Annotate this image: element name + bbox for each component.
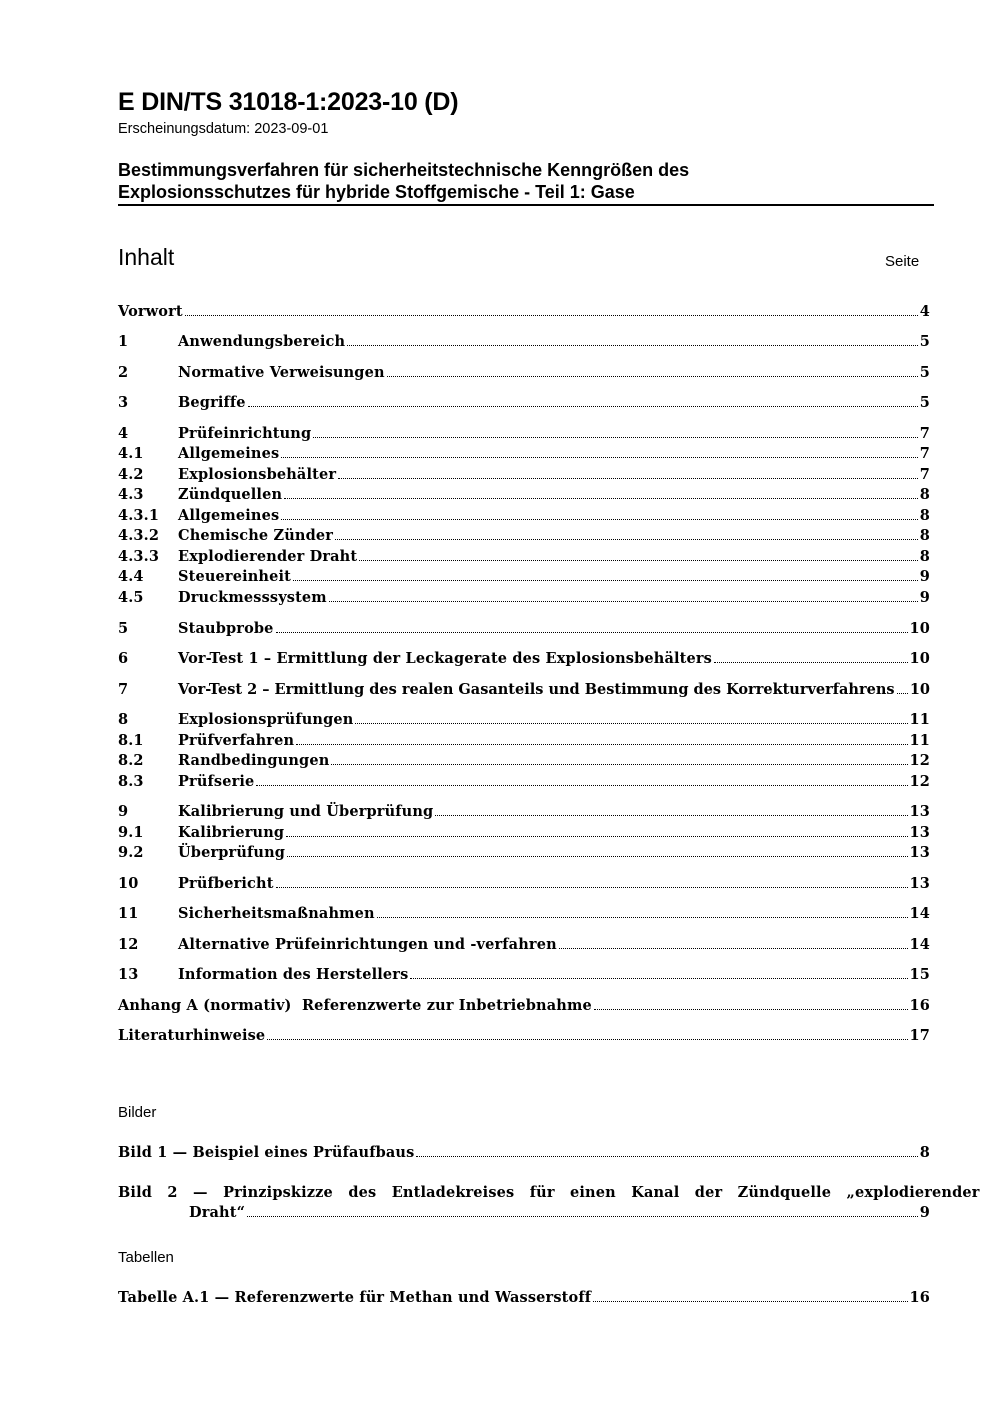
toc-label: Explodierender Draht xyxy=(178,548,358,565)
toc-leader xyxy=(267,1038,907,1040)
figure-label-line-1: Bild 2 — Prinzipskizze des Entladekreises für einen Kanal der Zündquelle „explodierender xyxy=(118,1184,980,1201)
figures-heading: Bilder xyxy=(118,1104,157,1121)
document-id: E DIN/TS 31018-1:2023-10 (D) xyxy=(118,88,459,116)
toc-leader xyxy=(331,763,907,765)
toc-label: Druckmesssystem xyxy=(178,589,327,606)
toc-page: 9 xyxy=(919,589,930,606)
toc-entry-4-3[interactable] xyxy=(118,485,930,505)
toc-label: Prüfbericht xyxy=(178,875,274,892)
toc-leader xyxy=(377,916,908,918)
toc-label: Explosionsbehälter xyxy=(178,466,337,483)
toc-page: 10 xyxy=(909,681,930,698)
figure-entry-2[interactable] xyxy=(118,1183,980,1223)
toc-label: Prüfeinrichtung xyxy=(178,425,312,442)
toc-number: 4.3.2 xyxy=(118,527,160,544)
toc-label: Anhang A (normativ) Referenzwerte zur Inbetriebnahme xyxy=(118,997,592,1014)
toc-label: Kalibrierung und Überprüfung xyxy=(178,803,434,820)
toc-entry-9[interactable] xyxy=(118,802,930,822)
tables-heading: Tabellen xyxy=(118,1249,174,1266)
figure-page: 8 xyxy=(919,1144,930,1161)
document-title-line-1: Bestimmungsverfahren für sicherheitstechnische Kenngrößen des xyxy=(118,160,690,180)
toc-leader xyxy=(296,743,907,745)
toc-page: 12 xyxy=(909,752,930,769)
toc-label: Vor-Test 1 – Ermittlung der Leckagerate des Explosionsbehälters xyxy=(178,650,712,667)
toc-entry-vorwort[interactable] xyxy=(118,302,930,322)
toc-leader xyxy=(559,947,908,949)
figure-label: Bild 1 — Beispiel eines Prüfaufbaus xyxy=(118,1144,415,1161)
toc-entry-12[interactable] xyxy=(118,935,930,955)
toc-label: Vorwort xyxy=(118,303,183,320)
toc-number: 4.5 xyxy=(118,589,144,606)
toc-label: Staubprobe xyxy=(178,620,274,637)
toc-entry-9-2[interactable] xyxy=(118,843,930,863)
toc-entry-2[interactable] xyxy=(118,363,930,383)
toc-page: 5 xyxy=(919,394,930,411)
toc-number: 1 xyxy=(118,333,129,350)
figure-page: 9 xyxy=(919,1204,930,1221)
toc-number: 9 xyxy=(118,803,129,820)
toc-leader xyxy=(287,855,907,857)
title-divider xyxy=(118,204,934,206)
toc-label: Sicherheitsmaßnahmen xyxy=(178,905,375,922)
toc-leader xyxy=(410,977,907,979)
toc-leader xyxy=(714,661,908,663)
toc-leader xyxy=(329,600,918,602)
toc-page: 14 xyxy=(909,936,930,953)
toc-label: Literaturhinweise xyxy=(118,1027,266,1044)
toc-page: 13 xyxy=(909,844,930,861)
publication-date: Erscheinungsdatum: 2023-09-01 xyxy=(118,121,329,137)
toc-leader xyxy=(338,477,918,479)
toc-entry-4-5[interactable] xyxy=(118,588,930,608)
toc-number: 4.4 xyxy=(118,568,144,585)
toc-label: Zündquellen xyxy=(178,486,283,503)
toc-entry-10[interactable] xyxy=(118,874,930,894)
toc-number: 2 xyxy=(118,364,129,381)
toc-leader xyxy=(293,579,918,581)
toc-number: 4 xyxy=(118,425,129,442)
toc-number: 4.3.3 xyxy=(118,548,160,565)
toc-number: 11 xyxy=(118,905,139,922)
toc-leader xyxy=(335,538,918,540)
toc-entry-8-3[interactable] xyxy=(118,772,930,792)
toc-leader xyxy=(248,405,918,407)
toc-number: 9.1 xyxy=(118,824,144,841)
toc-page: 5 xyxy=(919,333,930,350)
toc-page: 7 xyxy=(919,466,930,483)
toc-leader xyxy=(281,456,917,458)
toc-number: 8.2 xyxy=(118,752,144,769)
toc-page: 12 xyxy=(909,773,930,790)
toc-label: Chemische Zünder xyxy=(178,527,334,544)
table-page: 16 xyxy=(909,1289,930,1306)
toc-label: Begriffe xyxy=(178,394,246,411)
toc-number: 7 xyxy=(118,681,129,698)
toc-page: 10 xyxy=(909,650,930,667)
toc-page: 8 xyxy=(919,507,930,524)
document-title-line-2: Explosionsschutzes für hybride Stoffgemische - Teil 1: Gase xyxy=(118,182,635,202)
toc-entry-4-2[interactable] xyxy=(118,465,930,485)
toc-entry-4-3-3[interactable] xyxy=(118,547,930,567)
toc-label: Überprüfung xyxy=(178,844,286,861)
toc-page: 8 xyxy=(919,548,930,565)
figure-entry-1[interactable] xyxy=(118,1143,930,1163)
toc-label: Steuereinheit xyxy=(178,568,292,585)
toc-label: Prüfverfahren xyxy=(178,732,295,749)
toc-leader xyxy=(355,722,907,724)
toc-entry-7[interactable] xyxy=(118,680,930,700)
toc-page: 16 xyxy=(909,997,930,1014)
figure-leader xyxy=(416,1155,917,1157)
toc-number: 6 xyxy=(118,650,129,667)
toc-leader xyxy=(897,692,908,694)
toc-entry-1[interactable] xyxy=(118,332,930,352)
page-column-label: Seite xyxy=(885,253,920,270)
toc-page: 17 xyxy=(909,1027,930,1044)
toc-number: 4.2 xyxy=(118,466,144,483)
contents-heading: Inhalt xyxy=(118,244,175,270)
toc-page: 11 xyxy=(909,732,930,749)
table-entry-a1[interactable] xyxy=(118,1288,930,1308)
toc-entry-4-1[interactable] xyxy=(118,444,930,464)
toc-entry-4-4[interactable] xyxy=(118,567,930,587)
toc-leader xyxy=(276,886,908,888)
toc-page: 13 xyxy=(909,803,930,820)
toc-entry-4[interactable] xyxy=(118,424,930,444)
toc-page: 13 xyxy=(909,824,930,841)
toc-label: Vor-Test 2 – Ermittlung des realen Gasanteils und Bestimmung des Korrekturverfahrens xyxy=(178,681,895,698)
toc-page: 10 xyxy=(909,620,930,637)
toc-leader xyxy=(281,518,917,520)
toc-page: 8 xyxy=(919,527,930,544)
toc-leader xyxy=(284,497,918,499)
toc-page: 5 xyxy=(919,364,930,381)
toc-label: Allgemeines xyxy=(178,507,280,524)
toc-label: Anwendungsbereich xyxy=(178,333,346,350)
figure-leader xyxy=(247,1215,918,1217)
toc-page: 7 xyxy=(919,445,930,462)
toc-leader xyxy=(185,314,918,316)
toc-page: 8 xyxy=(919,486,930,503)
toc-leader xyxy=(594,1008,908,1010)
toc-number: 8 xyxy=(118,711,129,728)
toc-number: 3 xyxy=(118,394,129,411)
toc-number: 4.3.1 xyxy=(118,507,160,524)
toc-number: 4.3 xyxy=(118,486,144,503)
toc-label: Kalibrierung xyxy=(178,824,285,841)
toc-page: 11 xyxy=(909,711,930,728)
toc-page: 14 xyxy=(909,905,930,922)
toc-entry-13[interactable] xyxy=(118,965,930,985)
toc-label: Randbedingungen xyxy=(178,752,330,769)
toc-leader xyxy=(256,784,907,786)
toc-entry-4-3-1[interactable] xyxy=(118,506,930,526)
toc-number: 8.1 xyxy=(118,732,144,749)
toc-entry-literaturhinweise[interactable] xyxy=(118,1026,930,1046)
toc-page: 13 xyxy=(909,875,930,892)
toc-entry-4-3-2[interactable] xyxy=(118,526,930,546)
toc-leader xyxy=(435,814,907,816)
toc-entry-3[interactable] xyxy=(118,393,930,413)
toc-number: 4.1 xyxy=(118,445,144,462)
toc-leader xyxy=(313,436,917,438)
toc-entry-11[interactable] xyxy=(118,904,930,924)
figure-label-line-2: Draht“ xyxy=(189,1204,246,1221)
toc-label: Prüfserie xyxy=(178,773,255,790)
toc-label: Information des Herstellers xyxy=(178,966,409,983)
toc-number: 10 xyxy=(118,875,139,892)
toc-label: Alternative Prüfeinrichtungen und -verfahren xyxy=(178,936,557,953)
toc-entry-5[interactable] xyxy=(118,619,930,639)
toc-label: Explosionsprüfungen xyxy=(178,711,354,728)
toc-page: 9 xyxy=(919,568,930,585)
toc-entry-8-1[interactable] xyxy=(118,731,930,751)
toc-leader xyxy=(347,344,918,346)
toc-entry-8[interactable] xyxy=(118,710,930,730)
toc-leader xyxy=(276,631,908,633)
toc-page: 15 xyxy=(909,966,930,983)
toc-label: Normative Verweisungen xyxy=(178,364,385,381)
toc-entry-8-2[interactable] xyxy=(118,751,930,771)
table-leader xyxy=(593,1300,907,1302)
toc-number: 13 xyxy=(118,966,139,983)
table-label: Tabelle A.1 — Referenzwerte für Methan und Wasserstoff xyxy=(118,1289,592,1306)
toc-number: 9.2 xyxy=(118,844,144,861)
toc-number: 8.3 xyxy=(118,773,144,790)
toc-label: Allgemeines xyxy=(178,445,280,462)
toc-leader xyxy=(359,559,918,561)
document-title xyxy=(118,159,933,203)
toc-entry-9-1[interactable] xyxy=(118,823,930,843)
toc-number: 5 xyxy=(118,620,129,637)
toc-leader xyxy=(387,375,918,377)
toc-leader xyxy=(286,835,907,837)
toc-entry-anhang-a[interactable] xyxy=(118,996,930,1016)
toc-entry-6[interactable] xyxy=(118,649,930,669)
toc-page: 4 xyxy=(919,303,930,320)
toc-page: 7 xyxy=(919,425,930,442)
toc-number: 12 xyxy=(118,936,139,953)
